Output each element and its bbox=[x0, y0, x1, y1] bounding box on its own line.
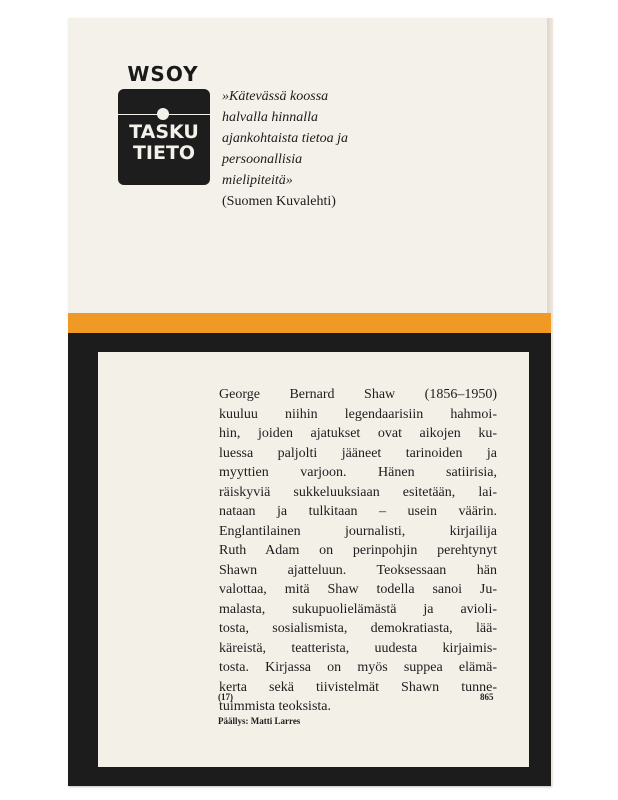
description-line: käreistä, teatterista, uudesta kirjaimis- bbox=[219, 640, 497, 656]
description-line: tosta, sosialismista, demokratiasta, lää- bbox=[219, 621, 497, 636]
quote-line: persoonallisia bbox=[222, 152, 303, 167]
description-line: luessa paljolti jääneet tarinoiden ja bbox=[219, 445, 497, 461]
description-line: Ruth Adam on perinpohjin perehtynyt bbox=[219, 543, 497, 558]
description-line: malasta, sukupuolielämästä ja avioli- bbox=[219, 601, 497, 617]
description-line: tuimmista teoksista. bbox=[219, 699, 331, 714]
orange-stripe bbox=[68, 313, 551, 333]
description-line: nataan ja tulkitaan – usein väärin. bbox=[219, 504, 497, 519]
series-logo-line-2: TIETO bbox=[132, 142, 196, 164]
description-line: kerta sekä tiivistelmät Shawn tunne- bbox=[219, 679, 497, 695]
series-logo-line-1: TASKU bbox=[129, 121, 199, 143]
description-line: kuuluu niihin legendaarisiin hahmoi- bbox=[219, 406, 497, 422]
publisher-logo-text: WSOY bbox=[127, 62, 199, 86]
quote-line: halvalla hinnalla bbox=[222, 110, 319, 125]
description-line: Shawn ajatteluun. Teoksessaan hän bbox=[219, 562, 497, 578]
quote-line: mielipiteitä» bbox=[222, 173, 293, 188]
description-line: tosta. Kirjassa on myös suppea elämä- bbox=[219, 660, 497, 675]
cover-credit: Päällys: Matti Larres bbox=[218, 716, 301, 726]
description-line: valottaa, mitä Shaw todella sanoi Ju- bbox=[219, 582, 497, 597]
description-line: myyttien varjoon. Hänen satiirisia, bbox=[219, 465, 497, 480]
description-line: hin, joiden ajatukset ovat aikojen ku- bbox=[219, 426, 497, 441]
series-logo-dot-icon bbox=[157, 108, 169, 120]
book-description bbox=[219, 385, 497, 717]
press-quote bbox=[222, 86, 452, 212]
series-number: (17) bbox=[218, 692, 233, 702]
description-line: George Bernard Shaw (1856–1950) bbox=[219, 387, 497, 402]
quote-source: (Suomen Kuvalehti) bbox=[222, 194, 336, 209]
quote-line: »Kätevässä koossa bbox=[222, 89, 329, 104]
description-line: räiskyviä sukkeluuksiaan esitetään, lai- bbox=[219, 484, 497, 500]
catalog-number: 865 bbox=[480, 692, 494, 702]
quote-line: ajankohtaista tietoa ja bbox=[222, 131, 348, 146]
description-line: Englantilainen journalisti, kirjailija bbox=[219, 523, 497, 539]
